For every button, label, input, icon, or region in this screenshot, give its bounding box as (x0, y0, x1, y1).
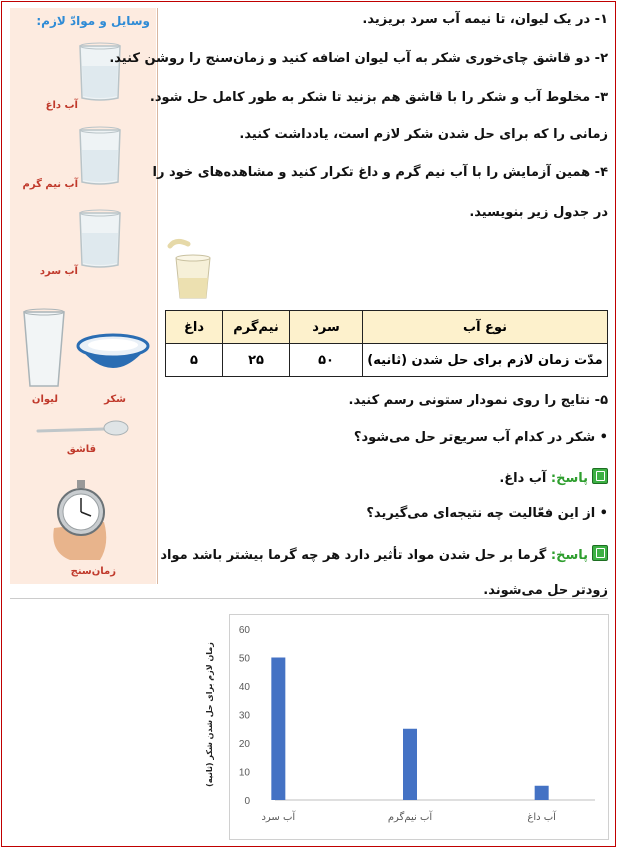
step-2: ۲- دو قاشق چای‌خوری شکر به آب لیوان اضافه کنید و زمان‌سنج را روشن کنید. (109, 51, 608, 66)
step-4: ۴- همین آزمایش را با آب نیم گرم و داغ تکرار کنید و مشاهده‌های خود را (152, 165, 608, 180)
y-tick-label: 40 (238, 682, 250, 693)
y-tick-label: 60 (238, 625, 250, 636)
table-header-cell: سرد (290, 311, 363, 344)
results-table (165, 310, 608, 377)
book-icon (592, 468, 608, 484)
spoon-icon (34, 418, 130, 440)
materials-sidebar (10, 8, 156, 584)
sugar-bowl-icon (76, 330, 150, 382)
answer-2 (160, 545, 608, 563)
bar (403, 729, 417, 800)
beaker-icon (72, 40, 128, 102)
y-tick-label: 30 (238, 710, 250, 722)
spoon-label: قاشق (66, 444, 96, 455)
table-cell: مدّت زمان لازم برای حل شدن (ثانیه) (363, 344, 608, 377)
answer-2-cont: زودتر حل می‌شوند. (483, 583, 608, 598)
answer-text: آب داغ. (499, 471, 551, 486)
hot-water-label: آب داغ (45, 100, 78, 111)
table-header-cell: نیم‌گرم (223, 311, 290, 344)
y-tick-label: 10 (238, 767, 250, 779)
table-row (166, 344, 608, 377)
step-1: ۱- در یک لیوان، تا نیمه آب سرد بریزید. (362, 12, 608, 27)
stopwatch-label: زمان‌سنج (70, 566, 116, 577)
answer-label: پاسخ: (550, 471, 588, 486)
table-cell: ۵ (166, 344, 223, 377)
stopwatch-icon (48, 478, 114, 562)
glass-icon (20, 308, 68, 390)
table-cell: ۲۵ (223, 344, 290, 377)
bar (271, 658, 285, 801)
step-3: ۳- مخلوط آب و شکر را با قاشق هم بزنید تا شکر به طور کامل حل شود. (149, 90, 608, 105)
bar-chart (205, 614, 609, 840)
x-tick-label: آب نیم‌گرم (387, 812, 433, 823)
table-header-cell: داغ (166, 311, 223, 344)
y-tick-label: 50 (238, 653, 250, 665)
materials-title: وسایل و موادّ لازم: (36, 14, 150, 28)
y-tick-label: 20 (238, 739, 250, 750)
table-header-cell: نوع آب (363, 311, 608, 344)
answer-label: پاسخ: (550, 548, 588, 563)
question-1: • شکر در کدام آب سریع‌تر حل می‌شود؟ (353, 430, 608, 445)
step-5: ۵- نتایج را روی نمودار ستونی رسم کنید. (348, 393, 608, 408)
sugar-label: شکر (104, 394, 126, 405)
x-tick-label: آب داغ (527, 812, 556, 823)
bar-chart-svg (205, 615, 608, 839)
bar (535, 786, 549, 800)
warm-water-label: آب نیم گرم (22, 179, 78, 190)
table-cell: ۵۰ (290, 344, 363, 377)
step-3-note: زمانی را که برای حل شدن شکر لازم است، یادداشت کنید. (239, 127, 608, 142)
table-header-row (166, 311, 608, 344)
y-axis-label: زمان لازم برای حل شدن شکر (ثانیه) (205, 642, 214, 787)
beaker-icon (72, 124, 128, 186)
cold-water-label: آب سرد (39, 266, 78, 277)
glass-label: لیوان (31, 394, 58, 405)
beaker-icon (72, 207, 128, 269)
cup-with-spoon-icon (166, 238, 216, 302)
x-tick-label: آب سرد (261, 812, 296, 823)
book-icon (592, 545, 608, 561)
step-4-cont: در جدول زیر بنویسید. (469, 205, 608, 220)
question-2: • از این فعّالیت چه نتیجه‌ای می‌گیرید؟ (366, 506, 608, 521)
answer-1 (499, 468, 608, 486)
answer-text: گرما بر حل شدن مواد تأثیر دارد هر چه گرما بیشتر باشد مواد (160, 548, 551, 563)
y-tick-label: 0 (244, 796, 250, 807)
section-divider (10, 598, 608, 599)
